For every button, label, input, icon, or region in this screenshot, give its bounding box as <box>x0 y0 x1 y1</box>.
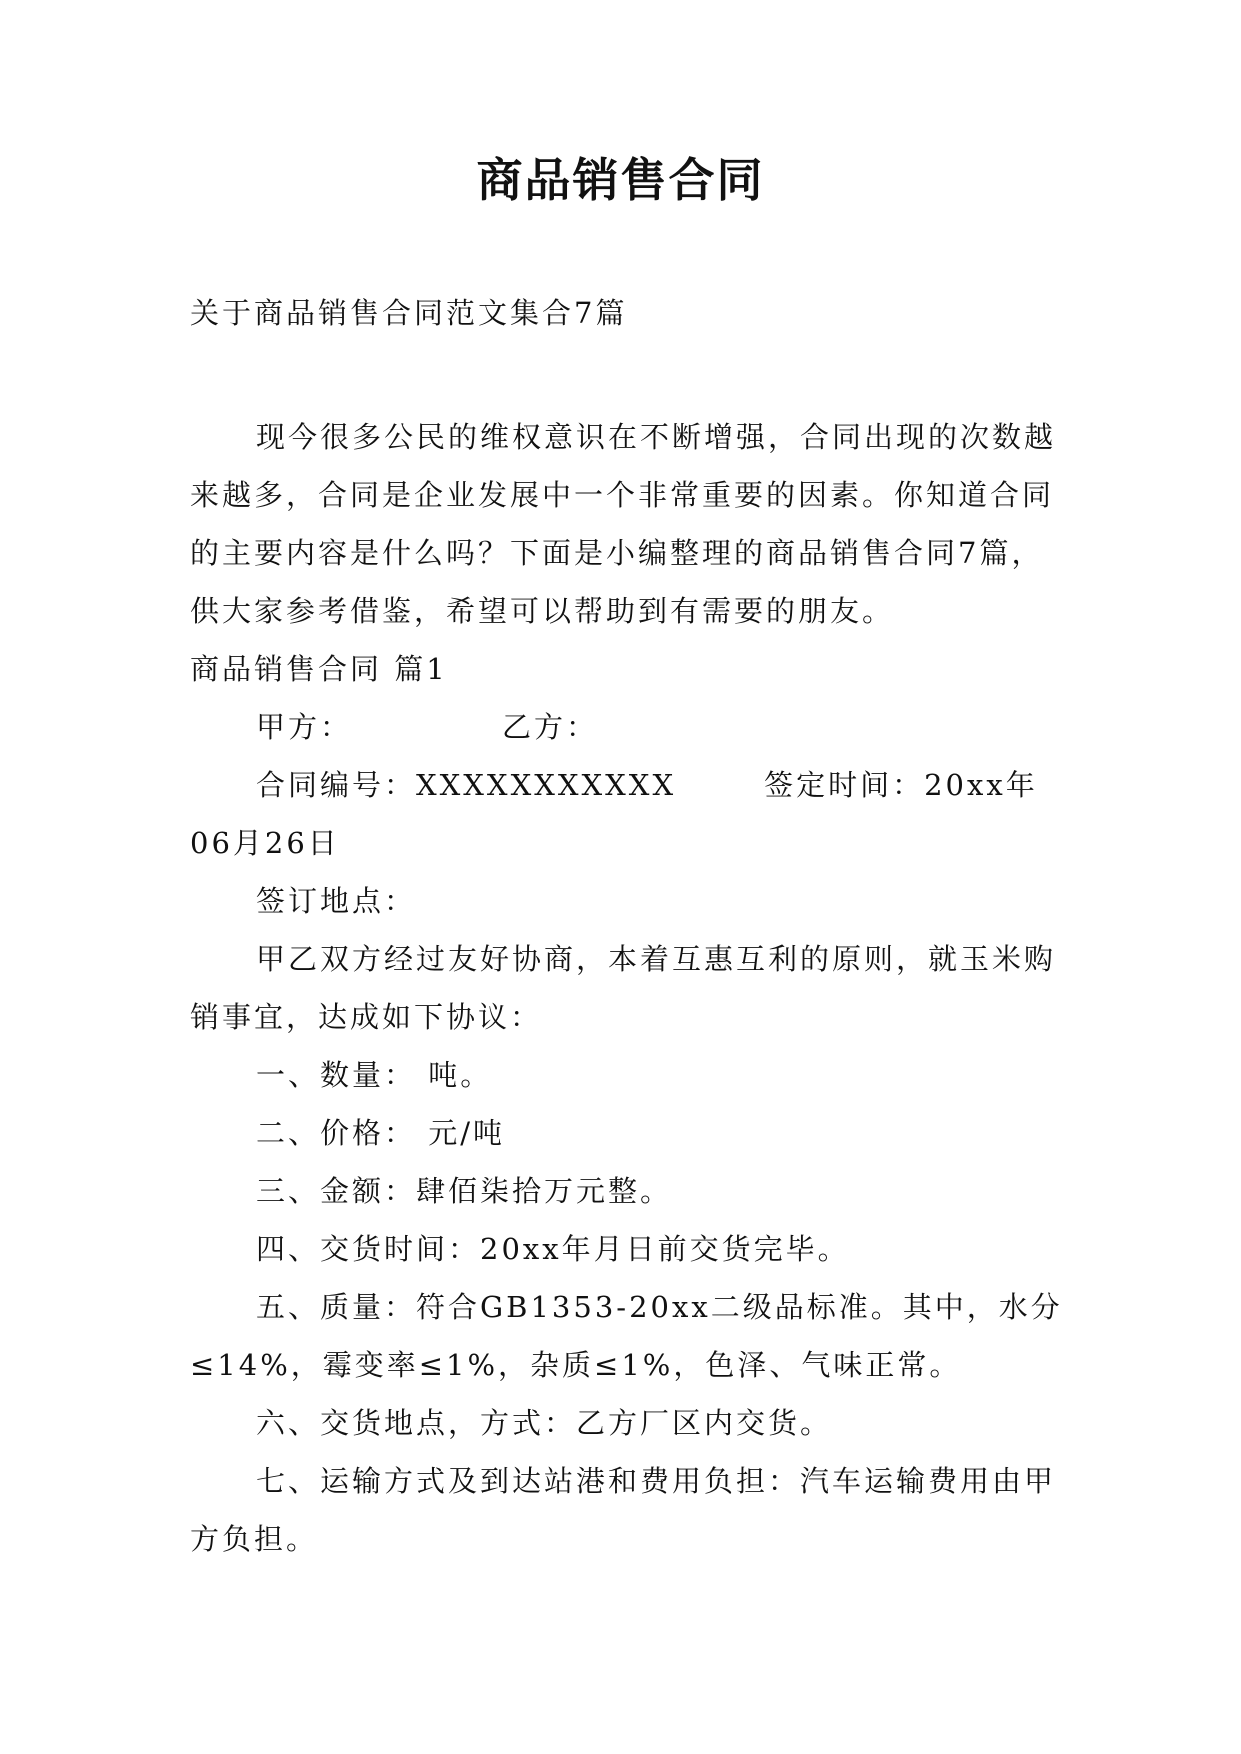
parties-line <box>190 698 1070 756</box>
preamble-paragraph: 甲乙双方经过友好协商，本着互惠互利的原则，就玉米购销事宜，达成如下协议： <box>190 942 1057 1034</box>
clause-quantity: 一、数量： 吨。 <box>256 1058 493 1092</box>
contract-info-line <box>190 756 1070 872</box>
contract-number: 合同编号：XXXXXXXXXXX <box>256 768 677 802</box>
document-title: 商品销售合同 <box>476 153 765 207</box>
clause-transport: 七、运输方式及到达站港和费用负担：汽车运输费用由甲方负担。 <box>190 1464 1057 1556</box>
clause-price: 二、价格： 元/吨 <box>256 1116 505 1150</box>
clause-quality: 五、质量：符合GB1353-20xx二级品标准。其中，水分≤14%，霉变率≤1%，杂质≤1%，色泽、气味正常。 <box>190 1290 1063 1382</box>
section-heading: 商品销售合同 篇1 <box>190 652 448 686</box>
clause-delivery-place: 六、交货地点，方式：乙方厂区内交货。 <box>256 1406 833 1440</box>
party-b-label: 乙方： <box>502 710 599 744</box>
sign-place: 签订地点： <box>256 884 417 918</box>
sign-time: 签定时间：20xx年06月26日 <box>190 768 1038 860</box>
document-body <box>190 408 1070 1568</box>
document-subtitle: 关于商品销售合同范文集合7篇 <box>190 296 628 330</box>
party-a-label: 甲方： <box>256 710 353 744</box>
clause-delivery-time: 四、交货时间：20xx年月日前交货完毕。 <box>256 1232 850 1266</box>
clause-amount: 三、金额：肆佰柒拾万元整。 <box>256 1174 673 1208</box>
intro-paragraph: 现今很多公民的维权意识在不断增强，合同出现的次数越来越多，合同是企业发展中一个非常重要的因素。你知道合同的主要内容是什么吗？下面是小编整理的商品销售合同7篇，供大家参考借鉴，希望可以帮助到有需要的朋友。 <box>190 420 1057 628</box>
